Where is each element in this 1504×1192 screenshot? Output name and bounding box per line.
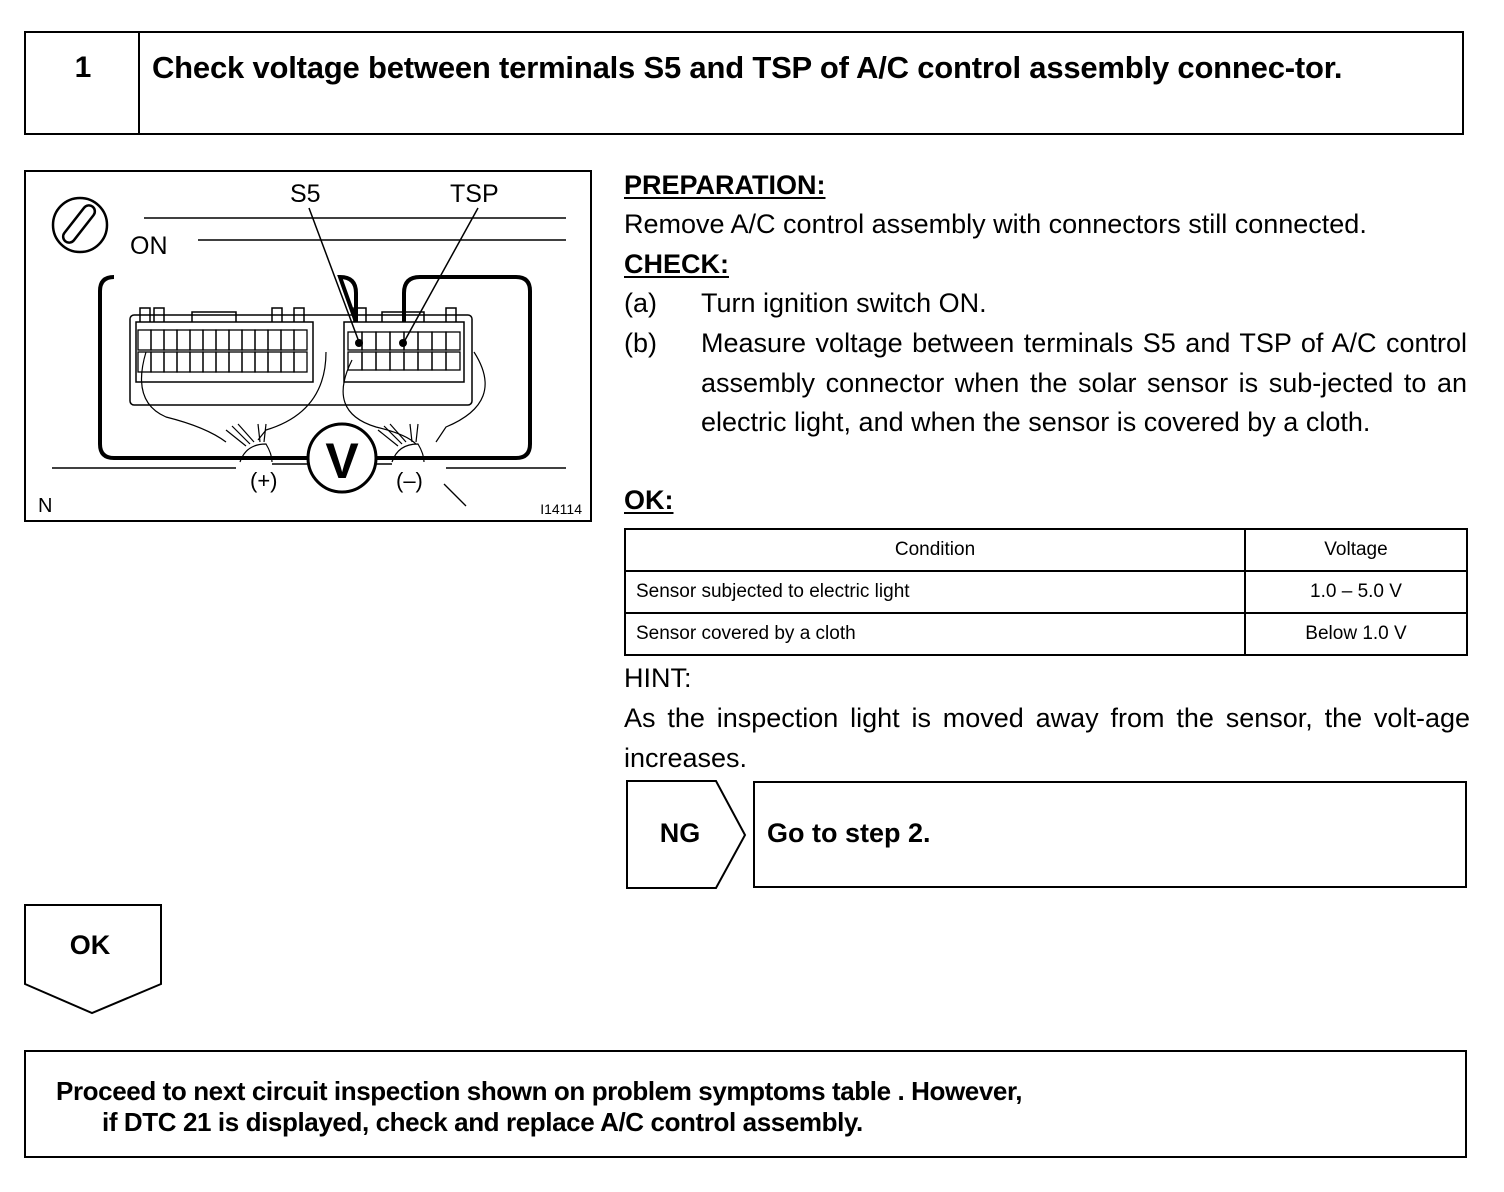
ignition-switch-icon xyxy=(53,198,107,252)
ok-label: OK xyxy=(69,930,111,960)
condition-cell: Sensor covered by a cloth xyxy=(625,613,1245,655)
connector-pin xyxy=(203,330,216,350)
preparation-text: Remove A/C control assembly with connectors still connected. xyxy=(624,209,1367,239)
connector-illustration xyxy=(26,172,590,520)
connector-pin xyxy=(432,332,446,350)
connector-pin xyxy=(446,352,460,370)
connector-pin xyxy=(348,352,362,370)
connector-pin xyxy=(446,332,460,350)
connector-pin xyxy=(242,352,255,372)
terminal-tsp-label: TSP xyxy=(450,180,499,208)
connector-pin xyxy=(190,330,203,350)
table-header-row xyxy=(625,529,1467,571)
connector-pin xyxy=(151,330,164,350)
connector-pin xyxy=(138,352,151,372)
figure-id: I14114 xyxy=(540,501,582,517)
connector-pin xyxy=(418,332,432,350)
probe-positive-label: (+) xyxy=(250,468,278,493)
step-header xyxy=(24,31,1464,135)
connector-pin xyxy=(203,352,216,372)
column-header-voltage: Voltage xyxy=(1245,529,1467,571)
voltage-cell: 1.0 – 5.0 V xyxy=(1245,571,1467,613)
connector-housing xyxy=(130,308,472,405)
table-row xyxy=(625,571,1467,613)
diagram-corner-label: N xyxy=(38,495,53,517)
ok-action-line-2: if DTC 21 is displayed, check and replace A/C control assembly. xyxy=(102,1107,863,1137)
connector-pin xyxy=(177,330,190,350)
ok-action-line-1: Proceed to next circuit inspection shown on problem symptoms table . However, xyxy=(56,1076,1023,1106)
connector-pin xyxy=(418,352,432,370)
step-number-cell xyxy=(26,33,140,133)
connector-pin xyxy=(281,352,294,372)
connector-pin xyxy=(376,332,390,350)
connector-pin xyxy=(216,330,229,350)
ignition-on-label: ON xyxy=(130,232,168,260)
connector-pin xyxy=(229,352,242,372)
check-step-text: Measure voltage between terminals S5 and TSP of A/C control assembly connector when the solar sensor is sub-jected to an electric light, and when the sensor is covered by a cloth. xyxy=(701,328,1467,437)
connector-pin xyxy=(190,352,203,372)
connector-pin xyxy=(177,352,190,372)
connector-pins-left xyxy=(138,330,307,372)
connector-pins-right xyxy=(348,332,460,370)
connector-pin xyxy=(255,330,268,350)
connector-pin xyxy=(376,352,390,370)
voltage-cell: Below 1.0 V xyxy=(1245,613,1467,655)
preparation-heading: PREPARATION: xyxy=(624,170,826,200)
connector-pin xyxy=(362,332,376,350)
ok-action-text xyxy=(56,1076,1022,1138)
connector-pin xyxy=(294,330,307,350)
connector-pin xyxy=(390,352,404,370)
step-title: Check voltage between terminals S5 and TSP of A/C control assembly connec-tor. xyxy=(152,50,1343,85)
ng-action-box[interactable] xyxy=(753,781,1467,888)
ok-action-box xyxy=(24,1050,1467,1158)
connector-pin xyxy=(242,330,255,350)
probe-negative-label: (–) xyxy=(396,468,423,493)
connector-pin xyxy=(216,352,229,372)
connector-pin xyxy=(294,352,307,372)
ok-heading: OK: xyxy=(624,485,674,515)
connector-pin xyxy=(268,352,281,372)
connector-pin xyxy=(281,330,294,350)
voltmeter-icon xyxy=(308,424,376,492)
voltmeter-symbol: V xyxy=(325,433,359,489)
connector-pin xyxy=(229,330,242,350)
connector-pin xyxy=(164,352,177,372)
connector-pin xyxy=(151,352,164,372)
table-row xyxy=(625,613,1467,655)
connector-diagram xyxy=(24,170,592,522)
connector-pin xyxy=(268,330,281,350)
terminal-s5-label: S5 xyxy=(290,180,321,208)
condition-cell: Sensor subjected to electric light xyxy=(625,571,1245,613)
hint-text: As the inspection light is moved away from the sensor, the volt-age increases. xyxy=(624,703,1470,773)
connector-pin xyxy=(432,352,446,370)
connector-pin xyxy=(255,352,268,372)
check-step-label: (a) xyxy=(624,288,657,318)
ok-spec-table xyxy=(624,528,1468,656)
check-step-text: Turn ignition switch ON. xyxy=(701,288,987,318)
ng-label: NG xyxy=(659,818,701,848)
check-heading: CHECK: xyxy=(624,249,729,279)
connector-pin xyxy=(138,330,151,350)
column-header-condition: Condition xyxy=(625,529,1245,571)
connector-pin xyxy=(404,352,418,370)
hint-heading: HINT: xyxy=(624,663,692,693)
connector-pin xyxy=(164,330,177,350)
connector-pin xyxy=(362,352,376,370)
ng-action-text[interactable]: Go to step 2. xyxy=(767,818,931,848)
step-number: 1 xyxy=(74,51,92,84)
check-step-label: (b) xyxy=(624,328,657,358)
